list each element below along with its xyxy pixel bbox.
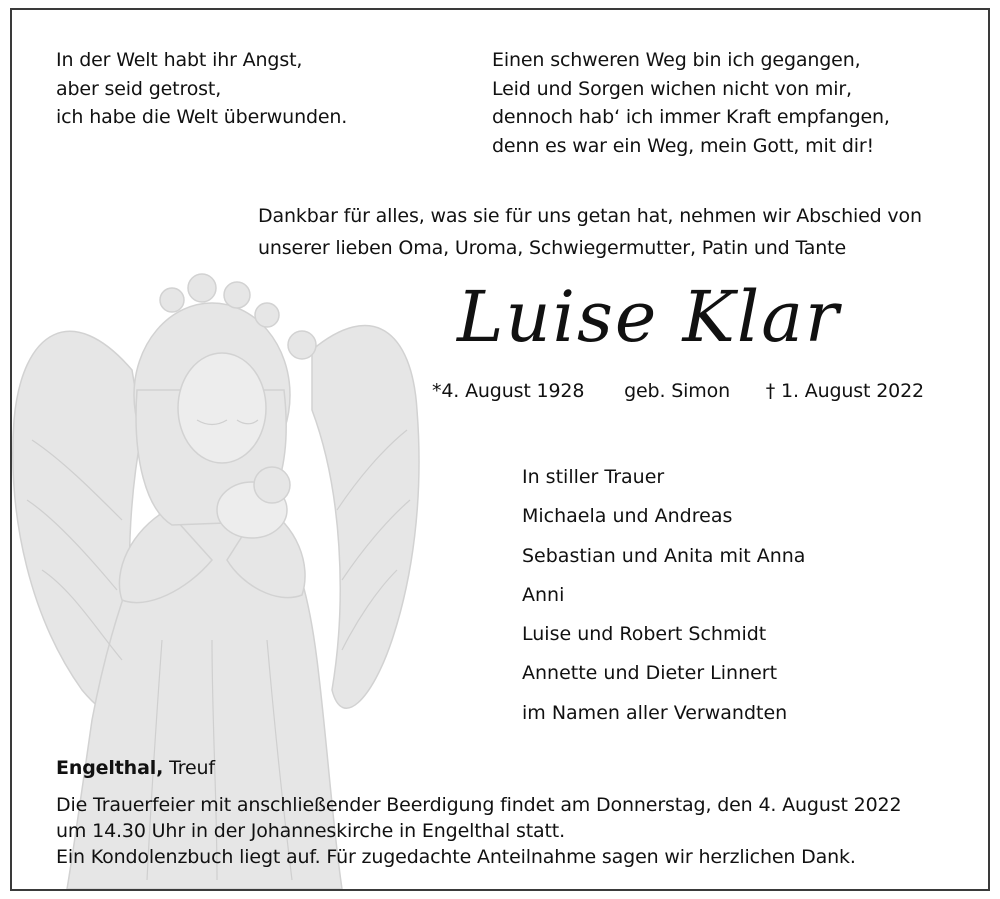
mourner-line: In stiller Trauer (522, 466, 665, 488)
funeral-info (56, 792, 901, 870)
verse-right-line: denn es war ein Weg, mein Gott, mit dir! (492, 134, 875, 157)
mourner-line: Annette und Dieter Linnert (522, 662, 778, 685)
funeral-line: um 14.30 Uhr in der Johanneskirche in Engelthal statt. (56, 820, 565, 842)
mourner-line: Michaela und Andreas (522, 505, 733, 528)
mourner-line: im Namen aller Verwandten (522, 701, 788, 724)
death-date: † 1. August 2022 (765, 380, 924, 402)
place-name: Treuf (169, 757, 215, 779)
life-dates (432, 377, 924, 406)
verse-left (56, 46, 347, 132)
maiden-name: geb. Simon (624, 380, 730, 402)
mourners-list (522, 458, 805, 733)
intro-text (258, 200, 922, 264)
verse-right-line: dennoch hab‘ ich immer Kraft empfangen, (492, 106, 890, 128)
intro-line: unserer lieben Oma, Uroma, Schwiegermutter, Patin und Tante (258, 237, 847, 259)
verse-left-line: ich habe die Welt überwunden. (56, 106, 348, 128)
deceased-name: Luise Klar (457, 276, 841, 358)
obituary-frame (10, 8, 990, 891)
birth-date: *4. August 1928 (432, 380, 585, 402)
location-line (56, 754, 215, 783)
verse-left-line: aber seid getrost, (56, 77, 222, 100)
verse-right (492, 46, 890, 160)
verse-left-line: In der Welt habt ihr Angst, (56, 49, 303, 71)
mourner-line: Anni (522, 583, 565, 606)
town-name: Engelthal, (56, 757, 164, 779)
mourner-line: Sebastian und Anita mit Anna (522, 544, 806, 567)
funeral-line: Ein Kondolenzbuch liegt auf. Für zugedachte Anteilnahme sagen wir herzlichen Dank. (56, 846, 856, 868)
verse-right-line: Leid und Sorgen wichen nicht von mir, (492, 77, 852, 100)
mourner-line: Luise und Robert Schmidt (522, 623, 767, 646)
funeral-line: Die Trauerfeier mit anschließender Beerdigung findet am Donnerstag, den 4. August 2022 (56, 794, 902, 816)
intro-line: Dankbar für alles, was sie für uns getan hat, nehmen wir Abschied von (258, 205, 922, 227)
verse-right-line: Einen schweren Weg bin ich gegangen, (492, 49, 861, 71)
